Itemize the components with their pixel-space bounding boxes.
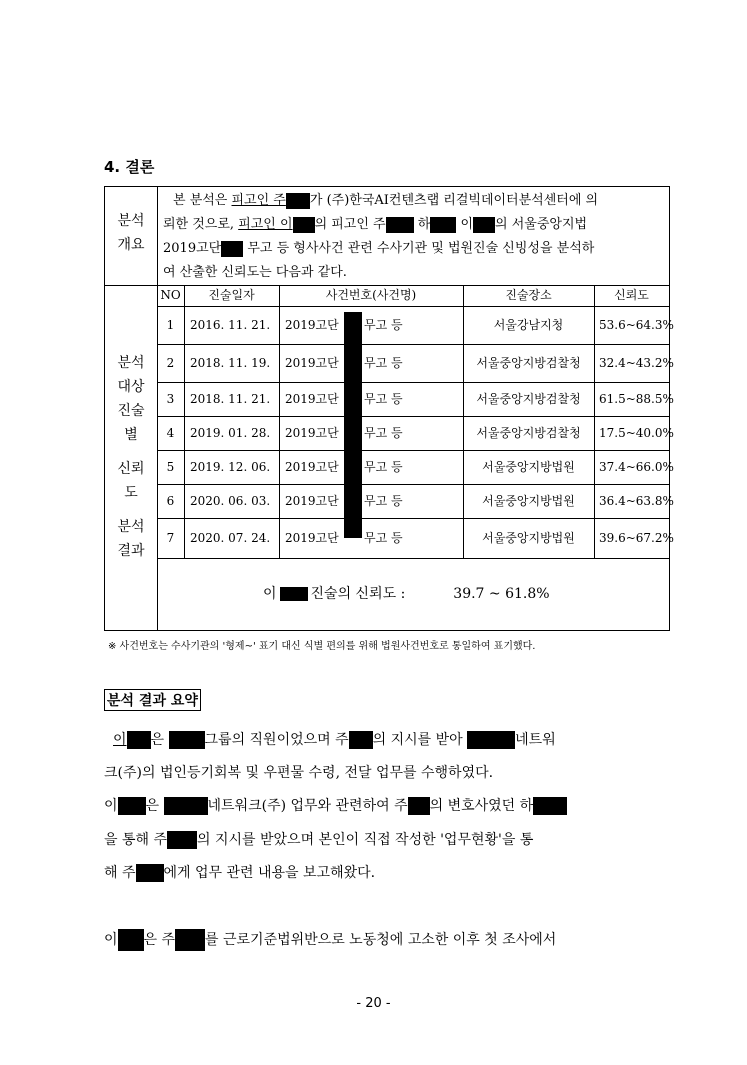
row-score: 53.6~64.3% bbox=[599, 318, 674, 332]
row-case-number: 2019고단 bbox=[285, 392, 339, 406]
paragraph-3-line-1: 이 은 주 를 근로기준법위반으로 노동청에 고소한 이후 첫 조사에서 bbox=[104, 929, 556, 951]
redaction-box bbox=[344, 312, 362, 538]
row-no: 4 bbox=[166, 426, 175, 440]
paragraph-2-line-2: 을 통해 주 의 지시를 받았으며 본인이 직접 작성한 '업무현황'을 통 bbox=[104, 832, 534, 848]
redaction-box bbox=[127, 731, 151, 749]
redaction-box bbox=[280, 587, 308, 601]
redaction-box bbox=[293, 217, 315, 233]
result-grid bbox=[157, 285, 674, 558]
header-no: NO bbox=[160, 288, 181, 302]
redaction-box bbox=[533, 797, 567, 815]
row-score: 17.5~40.0% bbox=[599, 426, 674, 440]
result-label: 분석 대상 진술 별 신뢰 도 분석 결과 bbox=[117, 355, 145, 559]
row-case-name: 무고 등 bbox=[364, 356, 403, 370]
overview-line-1: 본 분석은 피고인 주 가 (주)한국AI컨텐츠랩 리걸빅데이터분석센터에 의 bbox=[173, 193, 599, 208]
redaction-box bbox=[473, 217, 495, 233]
paragraph-1-line-2: 크(주)의 법인등기회복 및 우편물 수령, 전달 업무를 수행하였다. bbox=[104, 765, 494, 781]
row-date: 2018. 11. 19. bbox=[190, 356, 271, 370]
redaction-box bbox=[386, 217, 414, 233]
row-date: 2018. 11. 21. bbox=[190, 392, 271, 406]
overview-line-2: 뢰한 것으로, 피고인 이 의 피고인 주 하 이 의 서울중앙지법 bbox=[163, 217, 588, 232]
row-place: 서울중앙지방법원 bbox=[482, 460, 575, 474]
row-score: 39.6~67.2% bbox=[599, 531, 674, 545]
redaction-box bbox=[167, 831, 197, 849]
row-date: 2020. 06. 03. bbox=[190, 494, 271, 508]
row-score: 36.4~63.8% bbox=[599, 494, 674, 508]
row-no: 5 bbox=[166, 460, 175, 474]
row-case-name: 무고 등 bbox=[364, 392, 403, 406]
row-case-number: 2019고단 bbox=[285, 426, 339, 440]
row-case-name: 무고 등 bbox=[364, 494, 403, 508]
row-case-number: 2019고단 bbox=[285, 494, 339, 508]
row-place: 서울중앙지방검찰청 bbox=[476, 392, 581, 406]
summary-title: 분석 결과 요약 bbox=[104, 689, 201, 711]
header-place: 진술장소 bbox=[505, 288, 552, 302]
page-number: - 20 - bbox=[356, 996, 391, 1011]
row-score: 32.4~43.2% bbox=[599, 356, 674, 370]
paragraph-1-line-1: 이 은 그룹의 직원이었으며 주 의 지시를 받아 네트워 bbox=[113, 732, 556, 748]
paragraph-2-line-3: 해 주 에게 업무 관련 내용을 보고해왔다. bbox=[104, 865, 376, 881]
row-place: 서울중앙지방법원 bbox=[482, 494, 575, 508]
header-case: 사건번호(사건명) bbox=[325, 288, 417, 302]
row-score: 61.5~88.5% bbox=[599, 392, 674, 406]
row-no: 1 bbox=[166, 318, 175, 332]
row-no: 6 bbox=[166, 494, 175, 508]
row-case-name: 무고 등 bbox=[364, 318, 403, 332]
row-place: 서울중앙지방검찰청 bbox=[476, 356, 581, 370]
overview-label: 분석 개요 bbox=[117, 213, 145, 253]
row-case-name: 무고 등 bbox=[364, 460, 403, 474]
row-case-number: 2019고단 bbox=[285, 356, 339, 370]
redaction-box bbox=[408, 797, 430, 815]
row-date: 2020. 07. 24. bbox=[190, 531, 271, 545]
row-date: 2019. 01. 28. bbox=[190, 426, 271, 440]
row-case-number: 2019고단 bbox=[285, 460, 339, 474]
row-case-number: 2019고단 bbox=[285, 318, 339, 332]
redaction-box bbox=[175, 929, 205, 951]
row-place: 서울중앙지방법원 bbox=[482, 531, 575, 545]
redaction-box bbox=[164, 797, 208, 815]
redaction-box bbox=[136, 864, 164, 882]
row-score: 37.4~66.0% bbox=[599, 460, 674, 474]
section-title: 4. 결론 bbox=[104, 158, 155, 176]
overview-line-3: 2019고단 무고 등 형사사건 관련 수사기관 및 법원진술 신빙성을 분석하 bbox=[163, 241, 595, 256]
row-no: 3 bbox=[166, 392, 175, 406]
redaction-box bbox=[118, 929, 144, 951]
redaction-box bbox=[221, 241, 243, 257]
redaction-box bbox=[430, 217, 456, 233]
row-no: 2 bbox=[166, 356, 175, 370]
redaction-box bbox=[169, 731, 205, 749]
row-no: 7 bbox=[166, 531, 175, 545]
row-case-name: 무고 등 bbox=[364, 531, 403, 545]
row-place: 서울중앙지방검찰청 bbox=[476, 426, 581, 440]
paragraph-2-line-1: 이 은 네트워크(주) 업무와 관련하여 주 의 변호사였던 하 bbox=[104, 795, 567, 815]
conclusion-table bbox=[104, 186, 674, 631]
reliability-value: 39.7 ~ 61.8% bbox=[453, 586, 550, 602]
header-date: 진술일자 bbox=[208, 288, 255, 302]
redaction-box bbox=[467, 731, 515, 749]
row-date: 2016. 11. 21. bbox=[190, 318, 271, 332]
row-date: 2019. 12. 06. bbox=[190, 460, 271, 474]
redaction-box bbox=[286, 193, 310, 209]
header-score: 신뢰도 bbox=[614, 288, 649, 302]
redaction-box bbox=[349, 731, 373, 749]
row-case-number: 2019고단 bbox=[285, 531, 339, 545]
redaction-box bbox=[118, 797, 146, 815]
row-place: 서울강남지청 bbox=[493, 318, 564, 332]
footnote: ※ 사건번호는 수사기관의 '형제~' 표기 대신 식별 편의를 위해 법원사건번호로 통일하여 표기했다. bbox=[108, 641, 536, 652]
reliability-summary: 이 진술의 신뢰도 : 39.7 ~ 61.8% bbox=[263, 586, 550, 602]
overview-line-4: 여 산출한 신뢰도는 다음과 같다. bbox=[163, 265, 347, 280]
row-case-name: 무고 등 bbox=[364, 426, 403, 440]
